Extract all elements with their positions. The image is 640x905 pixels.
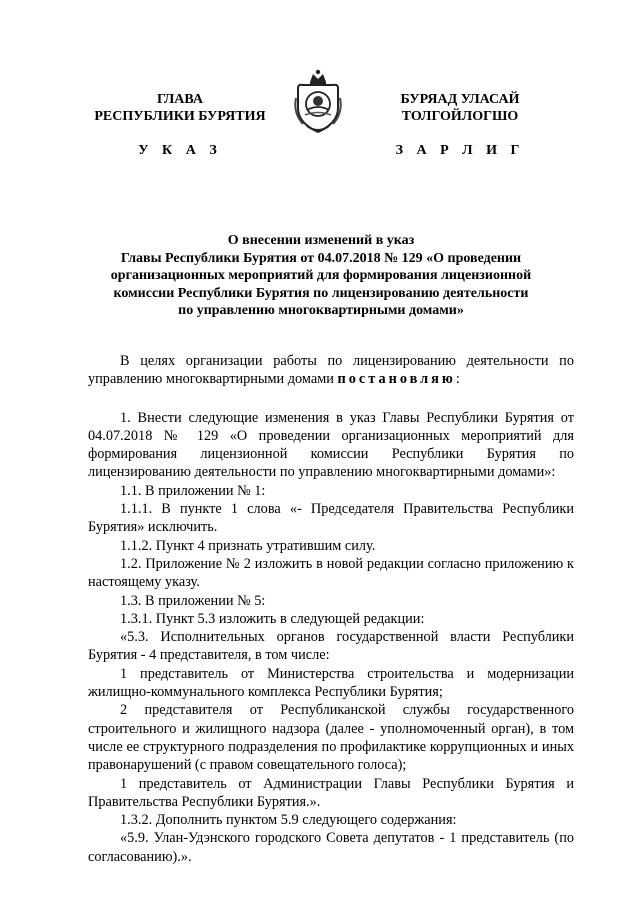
paragraph-5-9: «5.9. Улан-Удэнского городского Совета депутатов - 1 представитель (по согласованию).». bbox=[88, 830, 574, 865]
paragraph-1-2: 1.2. Приложение № 2 изложить в новой редакции согласно приложению к настоящему указу. bbox=[88, 555, 574, 591]
title-line: организационных мероприятий для формирования лицензионной bbox=[110, 268, 532, 283]
paragraph-1-3: 1.3. В приложении № 5: bbox=[120, 592, 266, 609]
header-left-line1: ГЛАВА bbox=[157, 92, 203, 107]
paragraph-1-3-2: 1.3.2. Дополнить пунктом 5.9 следующего содержания: bbox=[120, 812, 457, 829]
document-body bbox=[88, 352, 574, 866]
title-line: комиссии Республики Бурятия по лицензированию деятельности bbox=[113, 285, 529, 301]
coat-of-arms-emblem bbox=[293, 68, 343, 136]
paragraph-1-3-1: 1.3.1. Пункт 5.3 изложить в следующей редакции: bbox=[120, 610, 425, 627]
header-left bbox=[80, 91, 280, 125]
representative-item: 1 представитель от Администрации Главы Республики Бурятия и Правительства Республики Бурятия.». bbox=[88, 775, 574, 810]
header-left-line2: РЕСПУБЛИКИ БУРЯТИЯ bbox=[94, 109, 266, 124]
header-right-line2: ТОЛГОЙЛОГШО bbox=[401, 109, 519, 124]
document-title bbox=[88, 232, 554, 320]
decree-label-right: З А Р Л И Г bbox=[395, 143, 525, 158]
decree-verb: постановляю bbox=[337, 371, 456, 388]
intro-text: В целях организации работы по лицензированию деятельности по управлению многоквартирными домами bbox=[88, 353, 574, 388]
paragraph-1: 1. Внести следующие изменения в указ Главы Республики Бурятия от 04.07.2018 № 129 «О проведении организационных мероприятий для формирования лицензионной комиссии Республики Бурятия по лицензированию деятельности по управлению многоквартирными домами»: bbox=[88, 409, 574, 481]
paragraph-1-1: 1.1. В приложении № 1: bbox=[120, 482, 266, 499]
intro-paragraph bbox=[88, 352, 574, 389]
representative-item: 1 представитель от Министерства строительства и модернизации жилищно-коммунального комплекса Республики Бурятия; bbox=[88, 665, 574, 701]
header-right bbox=[360, 91, 560, 125]
title-line: Главы Республики Бурятия от 04.07.2018 № 129 «О проведении bbox=[120, 250, 522, 266]
representative-item: 2 представителя от Республиканской службы государственного строительного и жилищного надзора (далее - уполномоченный орган), в том числе ее структурного подразделения по профилактике коррупционных и иных правонарушений (с правом совещательного голоса); bbox=[88, 702, 574, 774]
header-right-line1: БУРЯАД УЛАСАЙ bbox=[400, 92, 520, 107]
paragraph-1-1-2: 1.1.2. Пункт 4 признать утратившим силу. bbox=[120, 537, 376, 554]
intro-end: : bbox=[455, 371, 460, 388]
paragraph-5-3: «5.3. Исполнительных органов государственной власти Республики Бурятия - 4 представителя, в том числе: bbox=[88, 629, 574, 664]
title-line: по управлению многоквартирными домами» bbox=[178, 303, 464, 318]
title-line: О внесении изменений в указ bbox=[227, 233, 415, 248]
decree-label-left: У К А З bbox=[138, 143, 222, 158]
paragraph-1-1-1: 1.1.1. В пункте 1 слова «- Председателя Правительства Республики Бурятия» исключить. bbox=[88, 501, 574, 536]
